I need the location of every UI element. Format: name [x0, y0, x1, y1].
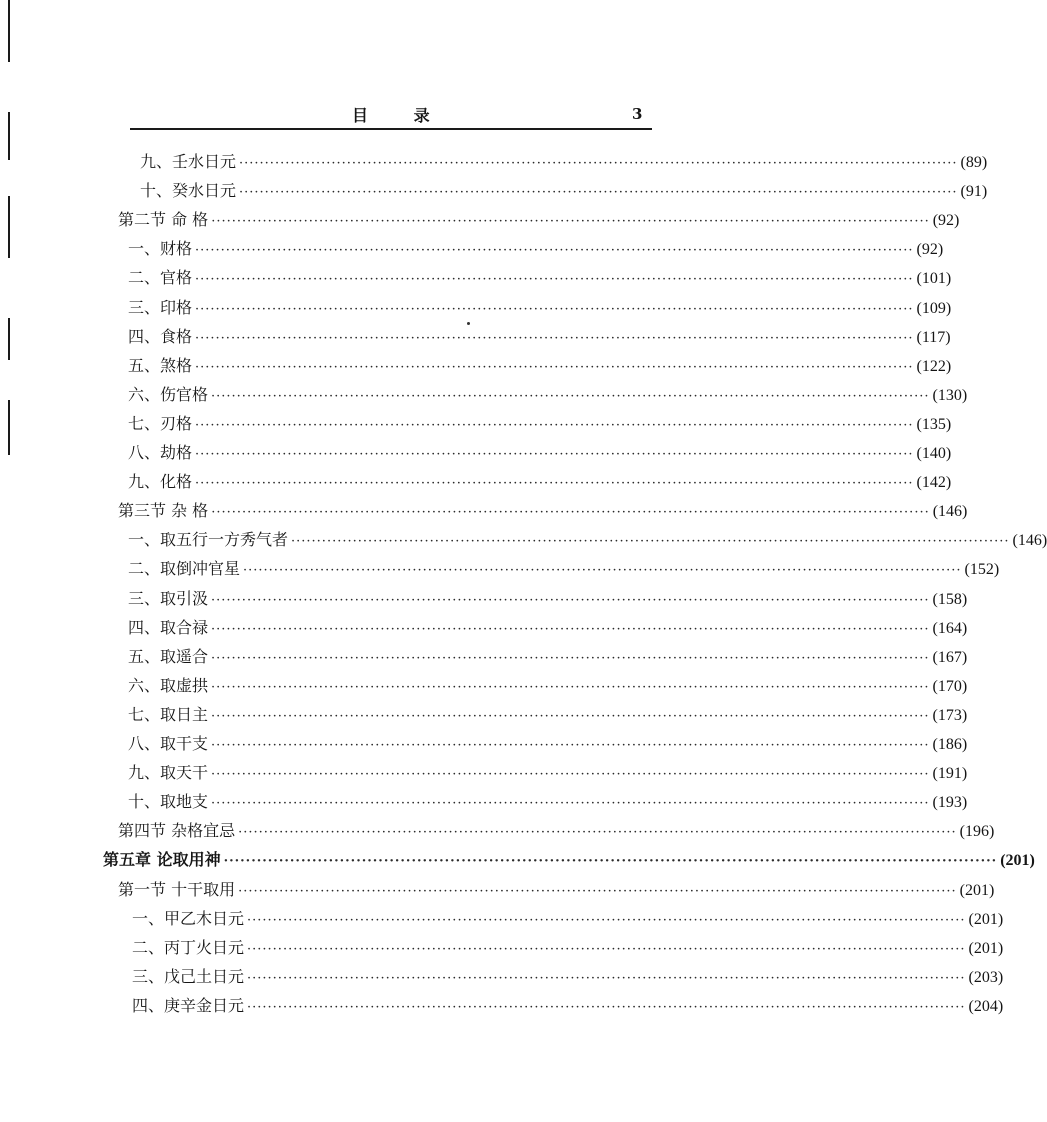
toc-entry [128, 703, 968, 727]
toc-entry [132, 936, 1004, 960]
toc-label: 四、取合禄 [128, 618, 209, 637]
toc-label: 二、官格 [128, 268, 193, 287]
toc-page-number: (101) [916, 270, 952, 287]
page-number: 3 [632, 105, 643, 123]
toc-label: 一、财格 [128, 239, 193, 258]
toc-page-number: (158) [932, 591, 968, 608]
toc-entry [132, 907, 1004, 931]
toc-label: 八、取干支 [128, 734, 209, 753]
leader-dots: ············································································································································ [195, 418, 914, 433]
toc-page-number: (109) [916, 300, 952, 317]
leader-dots: ············································································································································ [211, 593, 930, 608]
toc-label: 六、取虚拱 [128, 676, 209, 695]
leader-dots: ············································································································································ [211, 796, 930, 811]
toc-label: 一、取五行一方秀气者 [128, 530, 289, 549]
toc-label: 一、甲乙木日元 [132, 909, 245, 928]
leader-dots: ············································································································································ [211, 214, 930, 229]
toc-page-number: (164) [932, 620, 968, 637]
toc-page-number: (135) [916, 416, 952, 433]
toc-page-number: (91) [960, 183, 988, 200]
leader-dots: ············································································································································ [211, 505, 930, 520]
toc-page-number: (204) [968, 998, 1004, 1015]
toc-page-number: (193) [932, 794, 968, 811]
toc-page-number: (186) [932, 736, 968, 753]
toc-page-number: (191) [932, 765, 968, 782]
leader-dots: ············································································································································ [247, 1000, 966, 1015]
leader-dots: ············································································································································ [247, 971, 966, 986]
toc-entry [128, 557, 1000, 581]
toc-entry [128, 528, 1047, 552]
toc-page-number: (201) [968, 940, 1004, 957]
toc-page-number: (89) [960, 154, 988, 171]
toc-entry [128, 790, 968, 814]
toc-label: 八、劫格 [128, 443, 193, 462]
toc-label: 第四节 杂格宜忌 [118, 821, 236, 840]
toc-page-number: (170) [932, 678, 968, 695]
toc-label: 十、取地支 [128, 792, 209, 811]
toc-label: 二、丙丁火日元 [132, 938, 245, 957]
toc-entry [140, 150, 988, 174]
leader-dots: ············································································································································ [247, 913, 966, 928]
toc-chapter [103, 848, 1035, 872]
leader-dots: ············································································································································ [211, 389, 930, 404]
leader-dots: ············································································································································ [211, 680, 930, 695]
leader-dots: ············································································································································ [195, 243, 914, 258]
leader-dots: ············································································································································ [211, 709, 930, 724]
toc-page-number: (92) [932, 212, 960, 229]
leader-dots: ············································································································································ [239, 156, 958, 171]
toc-entry [128, 354, 952, 378]
leader-dots: ············································································································································ [291, 534, 1010, 549]
toc-page-number: (142) [916, 474, 952, 491]
toc-label: 九、壬水日元 [140, 152, 237, 171]
toc-page-number: (122) [916, 358, 952, 375]
leader-dots: ············································································································································ [211, 622, 930, 637]
leader-dots: ············································································································································ [195, 302, 914, 317]
leader-dots: ············································································································································ [211, 651, 930, 666]
toc-section [118, 499, 968, 523]
leader-dots: ············································································································································ [195, 331, 914, 346]
toc-section [118, 878, 995, 902]
toc-section [118, 819, 995, 843]
toc-entry [128, 761, 968, 785]
toc-entry [128, 266, 952, 290]
toc-label: 四、食格 [128, 327, 193, 346]
toc-label: 四、庚辛金日元 [132, 996, 245, 1015]
toc-label: 三、戊己土日元 [132, 967, 245, 986]
toc-page-number: (167) [932, 649, 968, 666]
leader-dots: ············································································································································ [211, 767, 930, 782]
leader-dots: ············································································································································ [238, 825, 957, 840]
toc-page-number: (130) [932, 387, 968, 404]
leader-dots: ············································································································································ [195, 447, 914, 462]
leader-dots: ············································································································································ [195, 272, 914, 287]
toc-page-number: (152) [964, 561, 1000, 578]
toc-label: 七、取日主 [128, 705, 209, 724]
toc-page-number: (201) [959, 882, 995, 899]
leader-dots: ············································································································································ [238, 884, 957, 899]
toc-entry [128, 645, 968, 669]
toc-section [118, 208, 960, 232]
toc-label: 第三节 杂 格 [118, 501, 209, 520]
toc-label: 三、取引汲 [128, 589, 209, 608]
leader-dots: ············································································································································ [211, 738, 930, 753]
toc-entry [128, 470, 952, 494]
toc-entry [128, 587, 968, 611]
toc-entry [128, 383, 968, 407]
toc-page-number: (92) [916, 241, 944, 258]
leader-dots: ············································································································································ [243, 563, 962, 578]
toc-page-number: (173) [932, 707, 968, 724]
toc-label: 五、煞格 [128, 356, 193, 375]
toc-label: 十、癸水日元 [140, 181, 237, 200]
toc-label: 第二节 命 格 [118, 210, 209, 229]
header-title: 目 录 [352, 106, 450, 125]
toc-page-number: (196) [959, 823, 995, 840]
leader-dots: ············································································································································ [195, 476, 914, 491]
leader-dots: ············································································································································ [195, 360, 914, 375]
toc-page-number: (117) [916, 329, 951, 346]
toc-label: 六、伤官格 [128, 385, 209, 404]
toc-label: 二、取倒冲官星 [128, 559, 241, 578]
toc-entry [128, 325, 951, 349]
toc-page-number: (201) [1000, 852, 1035, 869]
leader-dots: ············································································································································ [239, 185, 958, 200]
leader-dots: ············································································································································ [223, 854, 998, 869]
toc-entry [132, 994, 1004, 1018]
toc-entry [128, 732, 968, 756]
toc-label: 第五章 论取用神 [103, 850, 221, 869]
toc-entry [132, 965, 1004, 989]
toc-label: 七、刃格 [128, 414, 193, 433]
toc-entry [128, 616, 968, 640]
toc-entry [140, 179, 988, 203]
toc-label: 九、化格 [128, 472, 193, 491]
toc-label: 三、印格 [128, 298, 193, 317]
leader-dots: ············································································································································ [247, 942, 966, 957]
toc-page-number: (146) [932, 503, 968, 520]
toc-entry [128, 674, 968, 698]
toc-entry [128, 237, 944, 261]
toc-page-number: (201) [968, 911, 1004, 928]
toc-page-number: (146) [1012, 532, 1047, 549]
toc-entry [128, 296, 952, 320]
toc-label: 五、取遥合 [128, 647, 209, 666]
toc-label: 第一节 十干取用 [118, 880, 236, 899]
toc-page-number: (203) [968, 969, 1004, 986]
toc-entry [128, 441, 952, 465]
toc-entry [128, 412, 952, 436]
toc-label: 九、取天干 [128, 763, 209, 782]
toc-page-number: (140) [916, 445, 952, 462]
